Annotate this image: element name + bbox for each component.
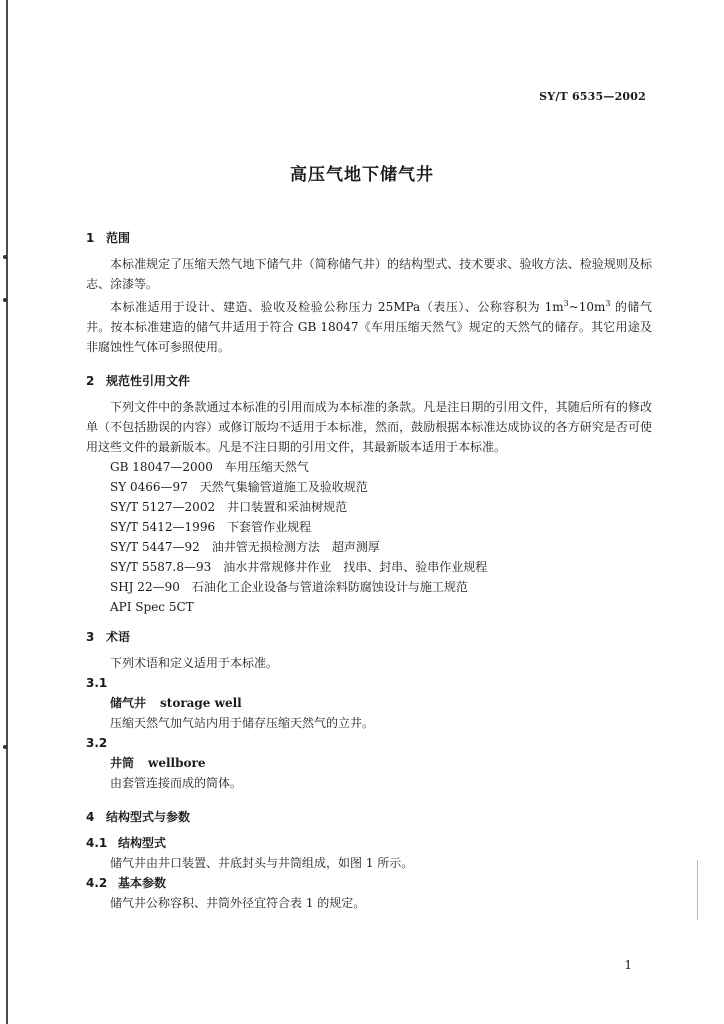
page-number: 1 (624, 958, 632, 972)
subsection-number: 4.2 (86, 876, 108, 890)
paragraph: 下列术语和定义适用于本标准。 (110, 656, 279, 670)
section-title: 规范性引用文件 (106, 374, 191, 388)
section-number: 1 (86, 231, 95, 245)
reference-item: SY/T 5447—92 油井管无损检测方法 超声测厚 (110, 540, 380, 554)
term-definition: 由套管连接而成的筒体。 (110, 776, 243, 790)
section-number: 2 (86, 374, 95, 388)
paragraph: 下列文件中的条款通过本标准的引用而成为本标准的条款。凡是注日期的引用文件，其随后所有的修改单（不包括勘误的内容）或修订版均不适用于本标准，然而，鼓励根据本标准达成协议的各方研究是否可使用这些文件的最新版本。凡是不注日期的引用文件，其最新版本适用于本标准。 (86, 400, 652, 454)
section-title: 范围 (106, 231, 131, 245)
document-body (86, 228, 652, 913)
reference-item: SHJ 22—90 石油化工企业设备与管道涂料防腐蚀设计与施工规范 (110, 580, 468, 594)
section-number: 4 (86, 810, 95, 824)
section-number: 3 (86, 630, 95, 644)
paragraph: 本标准规定了压缩天然气地下储气井（简称储气井）的结构型式、技术要求、验收方法、检验规则及标志、涂漆等。 (86, 257, 652, 291)
paragraph: 本标准适用于设计、建造、验收及检验公称压力 25MPa（表压）、公称容积为 $1m^3\sim 10m^3$ 的储气井。按本标准建造的储气井适用于符合 GB 18047《车用压缩天然气》规定的天然气的储存。其它用途及非腐蚀性气体可参照使用。 (86, 299, 652, 354)
term-chinese: 储气井 (110, 696, 147, 710)
reference-item: SY/T 5127—2002 井口装置和采油树规范 (110, 500, 348, 514)
section-title: 术语 (106, 630, 131, 644)
scan-mark-dot (3, 255, 7, 259)
subsection-heading (86, 833, 652, 853)
subsection-heading (86, 873, 652, 893)
term-english: storage well (160, 696, 242, 710)
paragraph: 储气井由井口装置、井底封头与井筒组成，如图 1 所示。 (110, 856, 414, 870)
term-number: 3.1 (86, 676, 108, 690)
reference-item: GB 18047—2000 车用压缩天然气 (110, 460, 309, 474)
paragraph: 储气井公称容积、井筒外径宜符合表 1 的规定。 (110, 896, 366, 910)
term-definition: 压缩天然气加气站内用于储存压缩天然气的立井。 (110, 716, 375, 730)
subsection-number: 4.1 (86, 836, 108, 850)
section-heading-scope (86, 228, 652, 248)
subsection-title: 基本参数 (118, 876, 167, 890)
scan-mark-dot (3, 298, 7, 302)
section-title: 结构型式与参数 (106, 810, 191, 824)
scan-edge-line (6, 0, 8, 1024)
scan-edge-right (697, 860, 698, 920)
term-chinese: 井筒 (110, 756, 135, 770)
term-entry (86, 753, 652, 773)
reference-item: SY/T 5412—1996 下套管作业规程 (110, 520, 312, 534)
reference-item: API Spec 5CT (110, 600, 194, 614)
term-english: wellbore (148, 756, 206, 770)
subsection-title: 结构型式 (118, 836, 167, 850)
scan-mark-dot (3, 745, 7, 749)
term-entry (86, 693, 652, 713)
term-number: 3.2 (86, 736, 108, 750)
reference-item: SY/T 5587.8—93 油水井常规修井作业 找串、封串、验串作业规程 (110, 560, 488, 574)
document-title: 高压气地下储气井 (290, 165, 434, 185)
section-heading-normative-references (86, 371, 652, 391)
document-code: SY/T 6535—2002 (539, 90, 646, 103)
reference-item: SY 0466—97 天然气集输管道施工及验收规范 (110, 480, 368, 494)
section-heading-structure (86, 807, 652, 827)
section-heading-terms (86, 627, 652, 647)
